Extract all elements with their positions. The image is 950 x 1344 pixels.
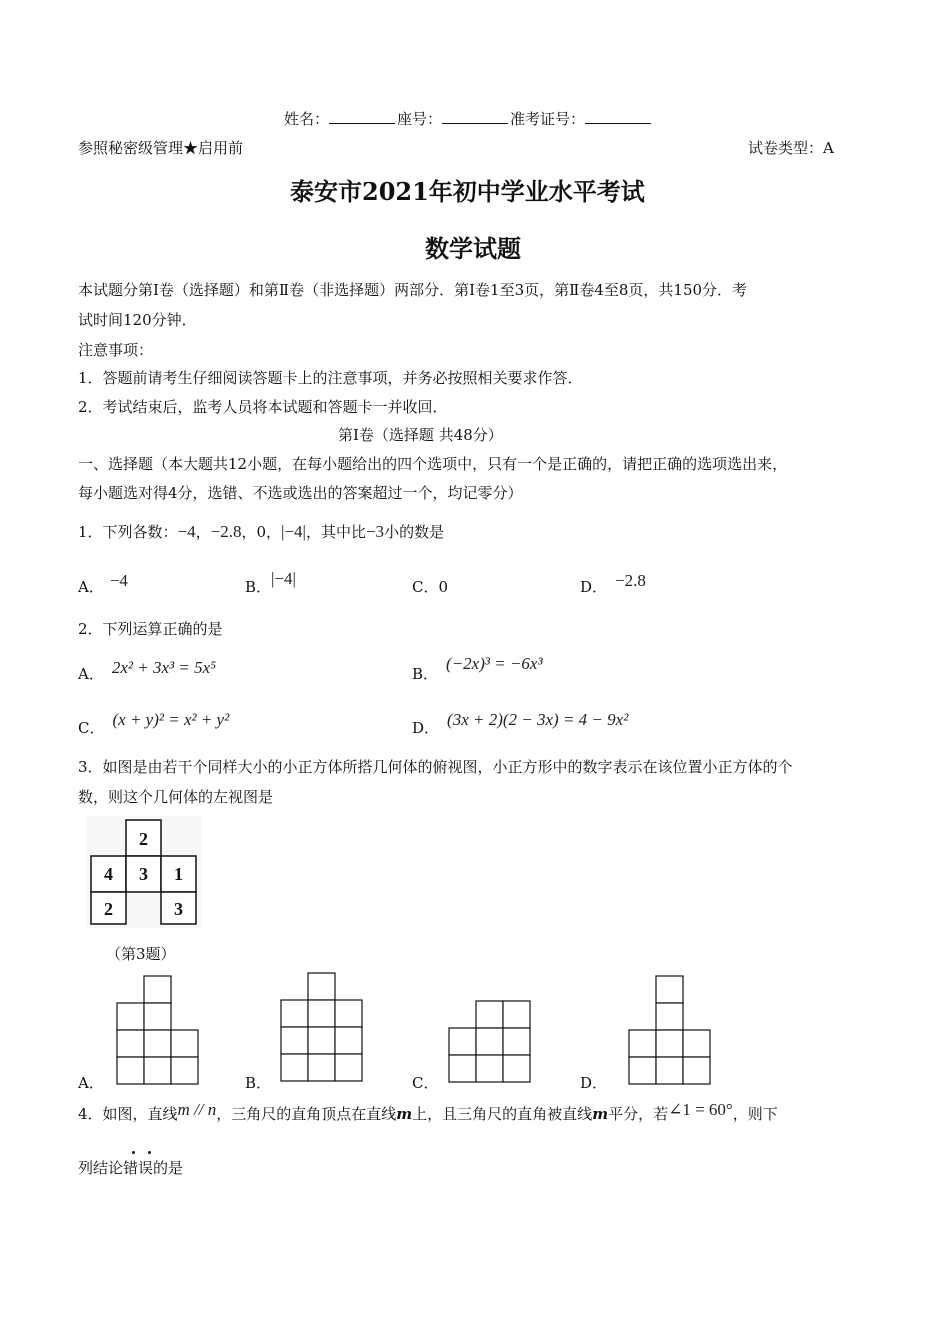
notes-item-2: 2．考试结束后，监考人员将本试题和答题卡一并收回．: [78, 398, 448, 416]
section-instructions-2: 每小题选对得4分，选错、不选或选出的答案超过一个，均记零分）: [78, 484, 523, 502]
q2-option-d[interactable]: D． (3x + 2)(2 − 3x) = 4 − 9x²: [412, 710, 629, 737]
grid-number-mid-right: 1: [174, 864, 183, 884]
q3-option-b-figure[interactable]: [280, 972, 364, 1082]
q4-math-parallel: m // n: [177, 1100, 217, 1119]
q3-option-a-figure[interactable]: [116, 975, 200, 1085]
q1-option-d[interactable]: D． −2.8: [580, 571, 646, 596]
notes-item-1: 1．答题前请考生仔细阅读答题卡上的注意事项，并务必按照相关要求作答．: [78, 369, 583, 387]
grid-number-mid-left: 4: [104, 864, 113, 884]
q4-line-m-2: m: [592, 1105, 609, 1123]
q1-num-4: |−4|: [281, 522, 306, 541]
exam-title: 泰安市2021年初中学业水平考试: [290, 177, 645, 206]
grid-number-top: 2: [139, 829, 148, 849]
q3-figure-caption: （第3题）: [106, 945, 176, 963]
q3-option-d-label: D．: [580, 1074, 608, 1092]
q1-num-1: −4: [177, 522, 196, 541]
question-2-stem: 2．下列运算正确的是: [78, 620, 223, 638]
grid-number-bottom-left: 2: [104, 899, 113, 919]
q4-angle: ∠1 = 60°: [668, 1100, 733, 1119]
section-instructions-1: 一、选择题（本大题共12小题，在每小题给出的四个选项中，只有一个是正确的，请把正确的选项选出来，: [78, 455, 788, 473]
paper-type: 试卷类型：A: [748, 139, 834, 157]
question-3-line-2: 数，则这个几何体的左视图是: [78, 788, 274, 806]
q4-line-m: m: [396, 1105, 413, 1123]
section-title: 第Ⅰ卷（选择题 共48分）: [338, 426, 503, 444]
seat-blank[interactable]: [442, 109, 508, 124]
q1-num-5: −3: [365, 522, 385, 541]
question-1-stem: 1．下列各数：−4，−2.8，0，|−4|，其中比−3小的数是: [78, 522, 445, 541]
intro-line-1: 本试题分第Ⅰ卷（选择题）和第Ⅱ卷（非选择题）两部分．第Ⅰ卷1至3页，第Ⅱ卷4至8页，共150分．考: [78, 281, 748, 299]
q2-option-b[interactable]: B．(−2x)³ = −6x³: [412, 654, 543, 683]
q2-option-c[interactable]: C． (x + y)² = x² + y²: [78, 710, 230, 737]
intro-line-2: 试时间120分钟．: [78, 311, 197, 329]
question-4-line-1: 4．如图，直线m // n，三角尺的直角顶点在直线m上，且三角尺的直角被直线m平分，若∠1 = 60°，则下: [78, 1100, 778, 1123]
question-3-line-1: 3．如图是由若干个同样大小的小正方体所搭几何体的俯视图，小正方形中的数字表示在该位置小正方体的个: [78, 758, 793, 776]
q3-option-b-label: B．: [245, 1074, 272, 1092]
q3-top-view-figure: [86, 816, 202, 928]
q3-option-c-label: C．: [412, 1074, 439, 1092]
secrecy-note: 参照秘密级管理★启用前: [78, 139, 244, 157]
q1-num-2: −2.8: [210, 522, 242, 541]
exam-id-label: 准考证号：: [510, 110, 586, 128]
name-label: 姓名：: [284, 110, 330, 128]
grid-number-bottom-right: 3: [174, 899, 183, 919]
q1-option-b[interactable]: B．|−4|: [245, 569, 296, 596]
emphasis-dot: [148, 1151, 151, 1154]
q3-option-d-figure[interactable]: [628, 975, 712, 1085]
q1-option-a[interactable]: A． −4: [78, 571, 128, 596]
q3-option-c-figure[interactable]: [448, 1000, 532, 1083]
exam-subtitle: 数学试题: [425, 234, 521, 263]
seat-label: 座号：: [397, 110, 443, 128]
q2-option-a[interactable]: A． 2x² + 3x³ = 5x⁵: [78, 658, 217, 683]
question-4-line-2: 列结论错误的是: [78, 1159, 184, 1177]
grid-number-mid-center: 3: [139, 864, 148, 884]
exam-id-blank[interactable]: [585, 109, 651, 124]
q3-option-a-label: A．: [78, 1074, 104, 1092]
candidate-info: [284, 108, 653, 129]
notes-heading: 注意事项：: [78, 341, 154, 359]
name-blank[interactable]: [329, 109, 395, 124]
q1-option-c[interactable]: C．0: [412, 578, 449, 596]
emphasis-dot: [132, 1151, 135, 1154]
